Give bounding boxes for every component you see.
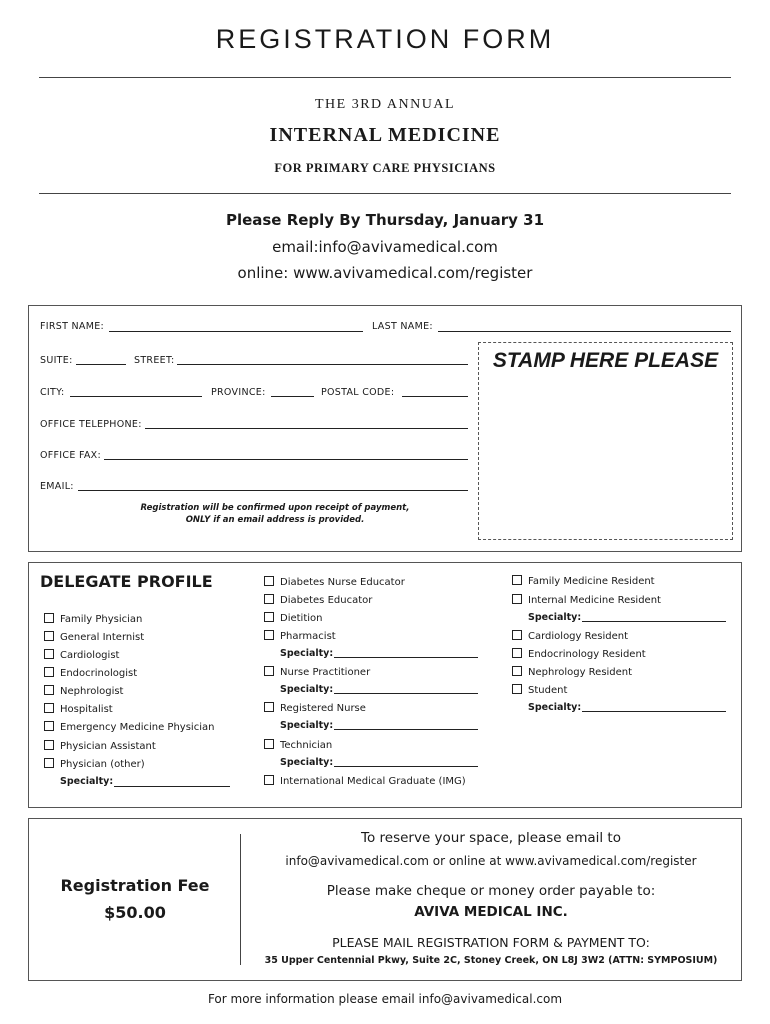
checkbox[interactable] [44, 649, 54, 659]
option-cardiology-resident[interactable]: Cardiology Resident [512, 630, 628, 642]
specialty-label: Specialty: [280, 757, 334, 768]
option-general-internist[interactable]: General Internist [44, 631, 144, 643]
street-field[interactable] [177, 364, 468, 365]
reserve-contact: info@avivamedical.com or online at www.avivamedical.com/register [285, 854, 697, 868]
postal-code-field[interactable] [402, 396, 468, 397]
reply-online: online: www.avivamedical.com/register [237, 264, 533, 282]
checkbox[interactable] [264, 612, 274, 622]
confirmation-note-2: ONLY if an email address is provided. [185, 515, 365, 525]
option-cardiologist[interactable]: Cardiologist [44, 649, 119, 661]
checkbox[interactable] [264, 576, 274, 586]
checkbox[interactable] [264, 739, 274, 749]
checkbox[interactable] [512, 594, 522, 604]
option-emergency-medicine-physician[interactable]: Emergency Medicine Physician [44, 721, 214, 733]
option-diabetes-educator[interactable]: Diabetes Educator [264, 594, 372, 606]
suite-field[interactable] [76, 364, 126, 365]
province-label: PROVINCE: [211, 387, 266, 398]
cheque-instruction: Please make cheque or money order payable to: [326, 883, 656, 899]
event-name: INTERNAL MEDICINE [269, 124, 501, 146]
checkbox[interactable] [264, 775, 274, 785]
office-fax-field[interactable] [104, 459, 468, 460]
specialty-field-pharmacist[interactable] [334, 657, 478, 658]
option-nurse-practitioner[interactable]: Nurse Practitioner [264, 666, 370, 678]
confirmation-note-1: Registration will be confirmed upon receipt of payment, [140, 503, 410, 513]
event-edition: THE 3RD ANNUAL [315, 97, 455, 112]
option-diabetes-nurse-educator[interactable]: Diabetes Nurse Educator [264, 576, 405, 588]
last-name-field[interactable] [438, 331, 731, 332]
checkbox[interactable] [264, 630, 274, 640]
office-telephone-label: OFFICE TELEPHONE: [40, 419, 142, 430]
payee-name: AVIVA MEDICAL INC. [414, 904, 568, 920]
email-label: EMAIL: [40, 481, 74, 492]
reply-deadline: Please Reply By Thursday, January 31 [225, 211, 545, 229]
option-family-physician[interactable]: Family Physician [44, 613, 142, 625]
divider-top [39, 77, 731, 78]
specialty-field-internal-medicine-resident[interactable] [582, 621, 726, 622]
reply-email: email:info@avivamedical.com [272, 238, 498, 256]
checkbox[interactable] [44, 721, 54, 731]
divider-bottom [39, 193, 731, 194]
checkbox[interactable] [44, 703, 54, 713]
specialty-field-physician-other[interactable] [114, 786, 230, 787]
option-student[interactable]: Student [512, 684, 567, 696]
suite-label: SUITE: [40, 355, 73, 366]
option-dietition[interactable]: Dietition [264, 612, 323, 624]
specialty-label: Specialty: [528, 612, 582, 623]
postal-code-label: POSTAL CODE: [321, 387, 395, 398]
checkbox[interactable] [44, 758, 54, 768]
street-label: STREET: [134, 355, 175, 366]
delegate-profile-heading: DELEGATE PROFILE [40, 572, 213, 591]
checkbox[interactable] [44, 667, 54, 677]
specialty-field-nurse-practitioner[interactable] [334, 693, 478, 694]
checkbox[interactable] [264, 666, 274, 676]
mail-address: 35 Upper Centennial Pkwy, Suite 2C, Stoney Creek, ON L8J 3W2 (ATTN: SYMPOSIUM) [264, 955, 718, 966]
specialty-label: Specialty: [528, 702, 582, 713]
specialty-label: Specialty: [60, 776, 114, 787]
mail-heading: PLEASE MAIL REGISTRATION FORM & PAYMENT TO: [332, 935, 650, 950]
option-internal-medicine-resident[interactable]: Internal Medicine Resident [512, 594, 661, 606]
first-name-field[interactable] [109, 331, 363, 332]
checkbox[interactable] [512, 630, 522, 640]
option-endocrinologist[interactable]: Endocrinologist [44, 667, 137, 679]
checkbox[interactable] [44, 740, 54, 750]
checkbox[interactable] [512, 575, 522, 585]
option-physician-other[interactable]: Physician (other) [44, 758, 145, 770]
city-label: CITY: [40, 387, 65, 398]
option-family-medicine-resident[interactable]: Family Medicine Resident [512, 575, 655, 587]
form-title: REGISTRATION FORM [215, 24, 555, 54]
specialty-field-student[interactable] [582, 711, 726, 712]
specialty-label: Specialty: [280, 720, 334, 731]
stamp-label: STAMP HERE PLEASE [492, 349, 719, 372]
option-hospitalist[interactable]: Hospitalist [44, 703, 113, 715]
specialty-label: Specialty: [280, 684, 334, 695]
checkbox[interactable] [264, 594, 274, 604]
stamp-area [478, 342, 733, 540]
checkbox[interactable] [44, 613, 54, 623]
last-name-label: LAST NAME: [372, 321, 433, 332]
checkbox[interactable] [512, 666, 522, 676]
office-telephone-field[interactable] [145, 428, 468, 429]
option-pharmacist[interactable]: Pharmacist [264, 630, 336, 642]
specialty-field-registered-nurse[interactable] [334, 729, 478, 730]
option-physician-assistant[interactable]: Physician Assistant [44, 740, 156, 752]
checkbox[interactable] [44, 631, 54, 641]
registration-fee-amount: $50.00 [104, 903, 166, 922]
checkbox[interactable] [44, 685, 54, 695]
footer-info: For more information please email info@avivamedical.com [207, 992, 563, 1006]
registration-fee-label: Registration Fee [60, 876, 210, 895]
option-img[interactable]: International Medical Graduate (IMG) [264, 775, 466, 787]
option-registered-nurse[interactable]: Registered Nurse [264, 702, 366, 714]
option-technician[interactable]: Technician [264, 739, 332, 751]
reserve-text: To reserve your space, please email to [361, 830, 621, 846]
option-nephrology-resident[interactable]: Nephrology Resident [512, 666, 632, 678]
checkbox[interactable] [264, 702, 274, 712]
email-field[interactable] [78, 490, 468, 491]
payment-divider [240, 834, 241, 965]
specialty-field-technician[interactable] [334, 766, 478, 767]
checkbox[interactable] [512, 648, 522, 658]
checkbox[interactable] [512, 684, 522, 694]
specialty-label: Specialty: [280, 648, 334, 659]
office-fax-label: OFFICE FAX: [40, 450, 101, 461]
event-audience: FOR PRIMARY CARE PHYSICIANS [274, 161, 496, 175]
province-field[interactable] [271, 396, 314, 397]
option-endocrinology-resident[interactable]: Endocrinology Resident [512, 648, 646, 660]
city-field[interactable] [70, 396, 202, 397]
option-nephrologist[interactable]: Nephrologist [44, 685, 123, 697]
first-name-label: FIRST NAME: [40, 321, 105, 332]
